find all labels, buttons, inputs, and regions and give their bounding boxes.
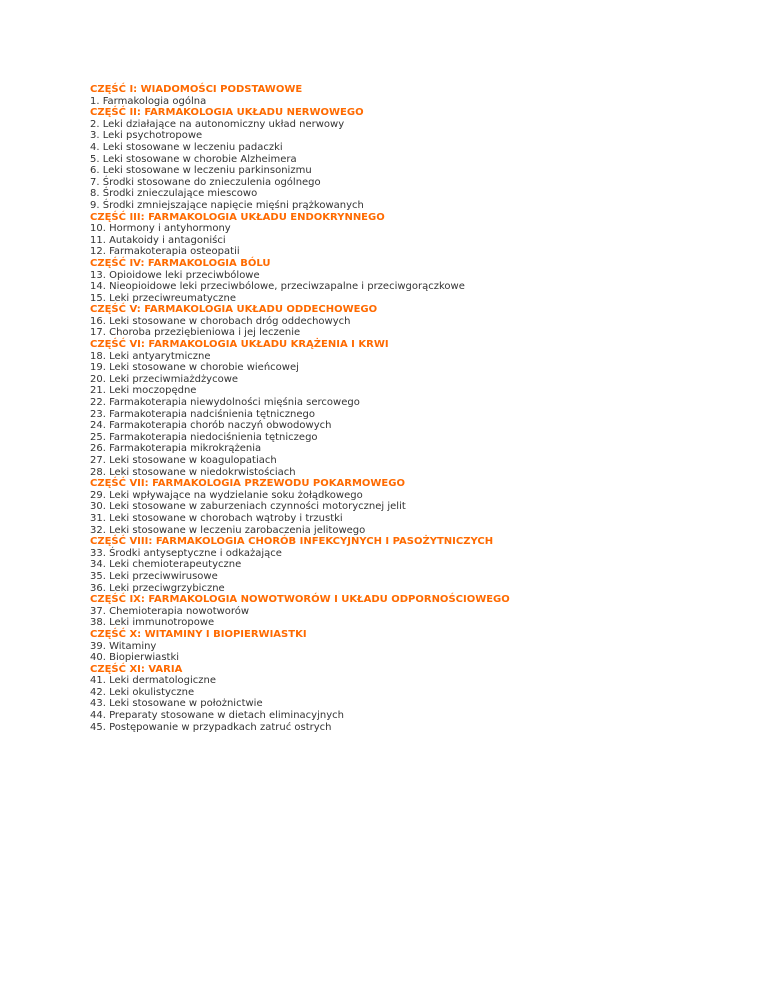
chapter-item: 36. Leki przeciwgrzybiczne bbox=[90, 582, 225, 594]
chapter-item: 7. Środki stosowane do znieczulenia ogólnego bbox=[90, 176, 321, 188]
chapter-item: 24. Farmakoterapia chorób naczyń obwodowych bbox=[90, 420, 332, 432]
chapter-item: 19. Leki stosowane w chorobie wieńcowej bbox=[90, 362, 299, 374]
chapter-item: 34. Leki chemioterapeutyczne bbox=[90, 559, 242, 571]
chapter-item: 18. Leki antyarytmiczne bbox=[90, 350, 211, 362]
section-heading: CZĘŚĆ IX: FARMAKOLOGIA NOWOTWORÓW I UKŁADU ODPORNOŚCIOWEGO bbox=[90, 594, 510, 606]
chapter-item: 37. Chemioterapia nowotworów bbox=[90, 605, 250, 617]
chapter-item: 10. Hormony i antyhormony bbox=[90, 223, 231, 235]
section-heading: CZĘŚĆ IV: FARMAKOLOGIA BÓLU bbox=[90, 257, 271, 269]
chapter-item: 6. Leki stosowane w leczeniu parkinsonizmu bbox=[90, 165, 312, 177]
section-heading: CZĘŚĆ X: WITAMINY I BIOPIERWIASTKI bbox=[90, 628, 307, 640]
section-heading: CZĘŚĆ VII: FARMAKOLOGIA PRZEWODU POKARMOWEGO bbox=[90, 478, 405, 490]
chapter-item: 45. Postępowanie w przypadkach zatruć ostrych bbox=[90, 721, 332, 733]
chapter-item: 4. Leki stosowane w leczeniu padaczki bbox=[90, 141, 283, 153]
section-heading: CZĘŚĆ III: FARMAKOLOGIA UKŁADU ENDOKRYNNEGO bbox=[90, 211, 385, 223]
chapter-item: 38. Leki immunotropowe bbox=[90, 617, 215, 629]
chapter-item: 43. Leki stosowane w położnictwie bbox=[90, 698, 263, 710]
chapter-item: 22. Farmakoterapia niewydolności mięśnia sercowego bbox=[90, 397, 360, 409]
chapter-item: 25. Farmakoterapia niedociśnienia tętniczego bbox=[90, 431, 318, 443]
chapter-item: 1. Farmakologia ogólna bbox=[90, 95, 207, 107]
chapter-item: 31. Leki stosowane w chorobach wątroby i trzustki bbox=[90, 512, 343, 524]
section-heading: CZĘŚĆ XI: VARIA bbox=[90, 663, 183, 675]
table-of-contents bbox=[90, 84, 750, 733]
chapter-item: 26. Farmakoterapia mikrokrążenia bbox=[90, 443, 262, 455]
chapter-item: 3. Leki psychotropowe bbox=[90, 130, 203, 142]
chapter-item: 35. Leki przeciwwirusowe bbox=[90, 570, 218, 582]
chapter-item: 27. Leki stosowane w koagulopatiach bbox=[90, 455, 277, 466]
chapter-item: 44. Preparaty stosowane w dietach eliminacyjnych bbox=[90, 710, 344, 722]
chapter-item: 5. Leki stosowane w chorobie Alzheimera bbox=[90, 153, 297, 165]
chapter-item: 20. Leki przeciwmiażdżycowe bbox=[90, 373, 239, 385]
chapter-item: 21. Leki moczopędne bbox=[90, 385, 197, 397]
chapter-item: 9. Środki zmniejszające napięcie mięśni prążkowanych bbox=[90, 199, 364, 211]
chapter-item: 39. Witaminy bbox=[90, 640, 157, 652]
chapter-item: 42. Leki okulistyczne bbox=[90, 686, 195, 698]
chapter-item: 11. Autakoidy i antagoniści bbox=[90, 234, 226, 246]
section-heading: CZĘŚĆ I: WIADOMOŚCI PODSTAWOWE bbox=[90, 84, 303, 95]
chapter-item: 23. Farmakoterapia nadciśnienia tętnicznego bbox=[90, 408, 315, 420]
section-heading: CZĘŚĆ V: FARMAKOLOGIA UKŁADU ODDECHOWEGO bbox=[90, 304, 378, 316]
chapter-item: 33. Środki antyseptyczne i odkażające bbox=[90, 547, 282, 559]
chapter-item: 15. Leki przeciwreumatyczne bbox=[90, 292, 237, 304]
chapter-item: 16. Leki stosowane w chorobach dróg oddechowych bbox=[90, 315, 351, 327]
section-heading: CZĘŚĆ VIII: FARMAKOLOGIA CHORÓB INFEKCYJNYCH I PASOŻYTNICZYCH bbox=[90, 536, 494, 548]
chapter-item: 29. Leki wpływające na wydzielanie soku żołądkowego bbox=[90, 489, 363, 501]
chapter-item: 12. Farmakoterapia osteopatii bbox=[90, 246, 240, 258]
section-heading: CZĘŚĆ II: FARMAKOLOGIA UKŁADU NERWOWEGO bbox=[90, 107, 364, 119]
section-heading: CZĘŚĆ VI: FARMAKOLOGIA UKŁADU KRĄŻENIA I KRWI bbox=[90, 339, 389, 351]
chapter-item: 28. Leki stosowane w niedokrwistościach bbox=[90, 466, 296, 478]
chapter-item: 32. Leki stosowane w leczeniu zarobaczenia jelitowego bbox=[90, 524, 366, 536]
chapter-item: 17. Choroba przeziębieniowa i jej leczenie bbox=[90, 327, 301, 339]
chapter-item: 2. Leki działające na autonomiczny układ nerwowy bbox=[90, 118, 345, 130]
chapter-item: 13. Opioidowe leki przeciwbólowe bbox=[90, 269, 260, 281]
chapter-item: 40. Biopierwiastki bbox=[90, 652, 180, 664]
chapter-item: 8. Środki znieczulające miescowo bbox=[90, 188, 258, 200]
chapter-item: 30. Leki stosowane w zaburzeniach czynności motorycznej jelit bbox=[90, 501, 406, 513]
chapter-item: 14. Nieopioidowe leki przeciwbólowe, przeciwzapalne i przeciwgorączkowe bbox=[90, 281, 465, 293]
chapter-item: 41. Leki dermatologiczne bbox=[90, 675, 216, 687]
